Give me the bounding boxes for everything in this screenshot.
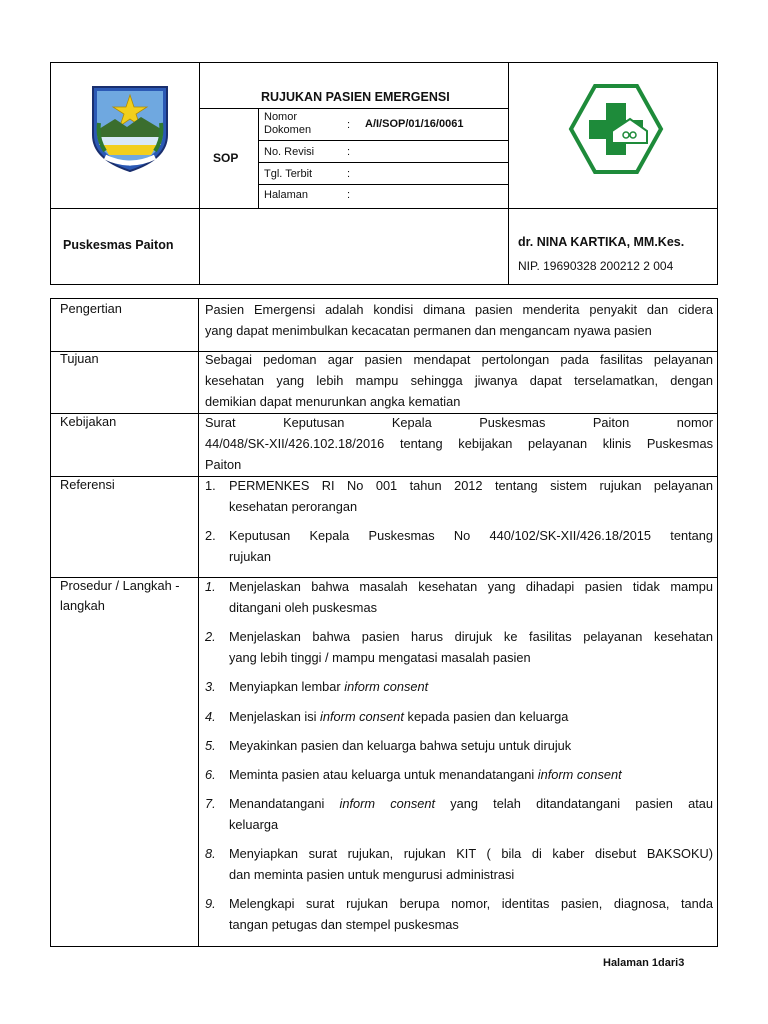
label-line: Prosedur / Langkah - [60,578,180,593]
list-text: kesehatan perorangan [229,499,358,514]
column-divider [198,299,199,947]
label-prosedur [60,576,180,616]
field-sep: : [347,189,351,201]
page-number: Halaman 1dari3 [603,957,685,969]
field-label-terbit: Tgl. Terbit [264,168,313,180]
list-number: 1. [205,478,216,493]
text-line: yang dapat menimbulkan kecacatan permanen dan mengancam nyawa pasien [205,323,652,338]
list-item [205,626,713,668]
text-run-italic: inform consent [344,679,429,694]
list-text [229,706,713,727]
text-line: Pasien Emergensi adalah kondisi dimana pasien menderita penyakit dan cidera [205,302,713,317]
list-number: 7. [205,796,216,811]
text-run: Menyiapkan lembar [229,679,345,694]
field-label-revisi: No. Revisi [264,146,315,158]
field-sep: : [347,119,351,131]
field-sep: : [347,146,351,158]
label-kebijakan: Kebijakan [60,414,117,429]
text-kebijakan [205,412,713,475]
field-label-nomor-line1: Nomor [264,111,298,123]
text-run: Meminta pasien atau keluarga untuk menandatangani [229,767,538,782]
list-item [205,843,713,885]
text-tujuan [205,349,713,412]
text-run-italic: inform consent [320,709,404,724]
field-value-nomor: A/I/SOP/01/16/0061 [365,118,464,130]
header-divider [258,108,259,208]
list-item [205,706,713,727]
list-text: rujukan [229,549,271,564]
list-item [205,735,713,756]
text-run: Menjelaskan isi [229,709,321,724]
list-text [229,793,713,814]
text-line: Paiton [205,457,242,472]
label-pengertian: Pengertian [60,301,122,316]
list-number: 1. [205,579,216,594]
label-referensi: Referensi [60,477,115,492]
list-text: Menjelaskan bahwa pasien harus dirujuk ke fasilitas pelayanan kesehatan [229,629,713,644]
text-run: Menandatangani [229,796,340,811]
list-item [205,576,713,618]
list-text: Keputusan Kepala Puskesmas No 440/102/SK-XII/426.18/2015 tentang [229,528,713,543]
header-divider [508,63,509,285]
list-text: Menjelaskan bahwa masalah kesehatan yang dihadapi pasien tidak mampu [229,579,713,594]
list-text: Melengkapi surat rujukan berupa nomor, identitas pasien, diagnosa, tanda [229,896,713,911]
text-line: Surat Keputusan Kepala Puskesmas Paiton nomor [205,415,713,430]
list-number: 6. [205,767,216,782]
text-run: Meyakinkan pasien dan keluarga bahwa setuju untuk dirujuk [229,738,572,753]
list-text: yang lebih tinggi / mampu mengatasi masalah pasien [229,650,531,665]
list-number: 4. [205,709,216,724]
text-line: demikian dapat menurunkan angka kematian [205,394,461,409]
text-line: kesehatan yang lebih mampu sehingga jiwanya dapat terselamatkan, dengan [205,373,713,388]
east-java-crest-logo [85,83,175,173]
header-divider [258,140,508,141]
sop-title: RUJUKAN PASIEN EMERGENSI [261,90,450,104]
signatory-nip: NIP. 19690328 200212 2 004 [518,259,674,273]
list-number: 5. [205,738,216,753]
list-number: 8. [205,846,216,861]
list-text: PERMENKES RI No 001 tahun 2012 tentang sistem rujukan pelayanan [229,478,713,493]
text-run-italic: inform consent [339,796,436,811]
text-run: yang telah ditandatangani pasien atau [435,796,713,811]
sop-content-table [50,298,718,947]
list-number: 3. [205,679,216,694]
puskesmas-logo [567,83,665,175]
field-label-nomor [264,111,311,137]
field-sep: : [347,168,351,180]
text-run: kepada pasien dan keluarga [403,709,569,724]
text-line: 44/048/SK-XII/426.102.18/2016 tentang kebijakan pelayanan klinis Puskesmas [205,436,713,451]
list-text: tangan petugas dan stempel puskesmas [229,917,459,932]
list-text [229,735,713,756]
header-divider [199,63,200,285]
text-pengertian [205,299,713,341]
text-line: Sebagai pedoman agar pasien mendapat pertolongan pada fasilitas pelayanan [205,352,713,367]
field-label-halaman: Halaman [264,189,309,201]
sop-label: SOP [213,151,239,165]
list-item [205,525,713,567]
header-divider [258,162,508,163]
list-item [205,676,713,697]
list-number: 9. [205,896,216,911]
list-text: Menyiapkan surat rujukan, rujukan KIT ( bila di kaber disebut BAKSOKU) [229,846,713,861]
list-text [229,676,713,697]
list-item [205,764,713,785]
list-number: 2. [205,629,216,644]
institution-name: Puskesmas Paiton [63,238,174,252]
label-tujuan: Tujuan [60,351,99,366]
signatory-name: dr. NINA KARTIKA, MM.Kes. [518,235,685,249]
list-text: keluarga [229,817,279,832]
label-line: langkah [60,598,105,613]
list-text [229,764,713,785]
header-divider [258,184,508,185]
list-item [205,475,713,517]
list-text: dan meminta pasien untuk mengurusi administrasi [229,867,515,882]
header-divider [51,208,717,209]
field-label-nomor-line2: Dokomen [264,124,312,136]
list-item [205,893,713,935]
text-run-italic: inform consent [537,767,622,782]
list-text: ditangani oleh puskesmas [229,600,377,615]
sop-header-table [50,62,718,285]
list-item [205,793,713,835]
header-divider [199,108,508,109]
list-number: 2. [205,528,216,543]
